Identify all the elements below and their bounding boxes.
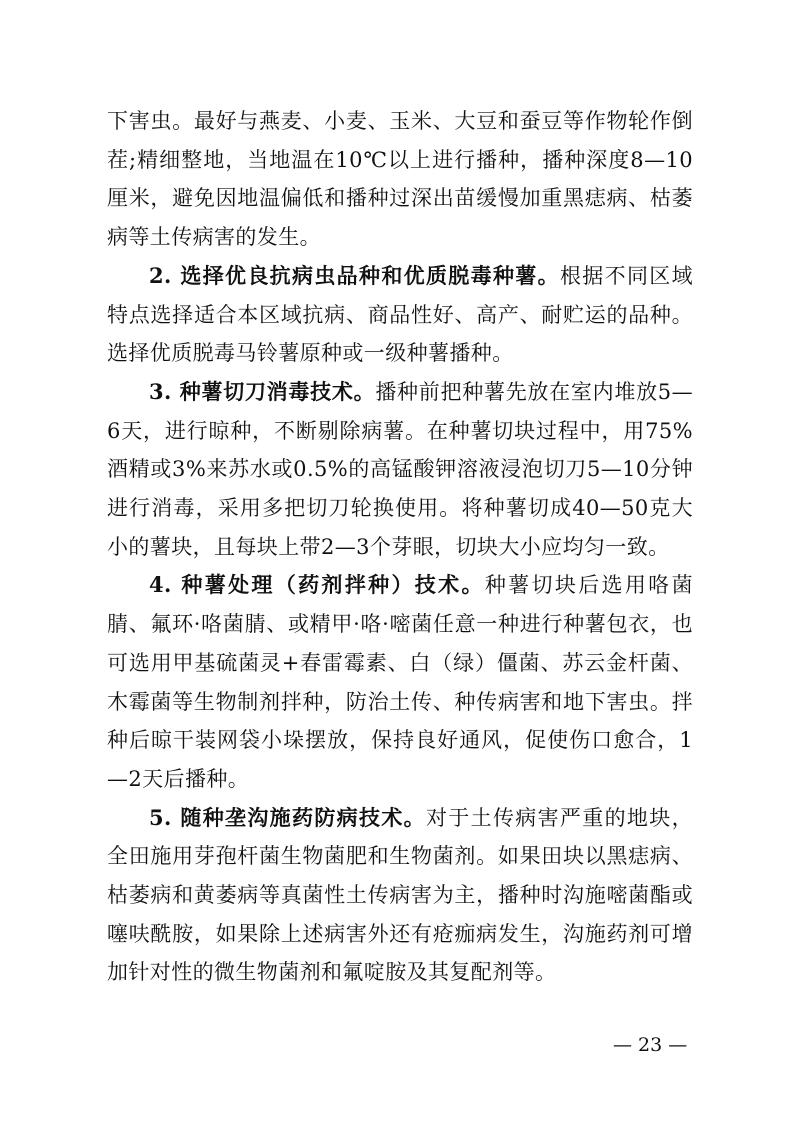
paragraph-furrow-application [107,799,693,993]
paragraph-seed-treatment [107,566,693,798]
paragraph-seed-selection [107,257,693,373]
paragraph-text: 下害虫。最好与燕麦、小麦、玉米、大豆和蚕豆等作物轮作倒茬;精细整地，当地温在10℃以上进行播种，播种深度8—10厘米，避免因地温偏低和播种过深出苗缓慢加重黑痣病、枯萎病等土传病害的发生。 [107,109,693,250]
body-text [107,102,693,992]
paragraph-text: 播种前把种薯先放在室内堆放5—6天，进行晾种，不断剔除病薯。在种薯切块过程中，用75%酒精或3%来苏水或0.5%的高锰酸钾溶液浸泡切刀5—10分钟进行消毒，采用多把切刀轮换使用。将种薯切成40—50克大小的薯块，且每块上带2—3个芽眼，切块大小应均匀一致。 [107,379,693,559]
paragraph-heading: 3. 种薯切刀消毒技术。 [149,378,376,404]
paragraph-heading: 4. 种薯处理（药剂拌种）技术。 [149,572,485,598]
page-number: — 23 — [613,1034,688,1056]
paragraph-text: 种薯切块后选用咯菌腈、氟环·咯菌腈、或精甲·咯·嘧菌任意一种进行种薯包衣，也可选用甲基硫菌灵+春雷霉素、白（绿）僵菌、苏云金杆菌、木霉菌等生物制剂拌种，防治土传、种传病害和地下害虫。拌种后晾干装网袋小垛摆放，保持良好通风，促使伤口愈合，1—2天后播种。 [107,573,693,791]
paragraph-continuation [107,102,693,257]
paragraph-text: 根据不同区域特点选择适合本区域抗病、商品性好、高产、耐贮运的品种。选择优质脱毒马铃薯原种或一级种薯播种。 [107,263,693,366]
paragraph-knife-disinfection [107,373,693,567]
paragraph-text: 对于土传病害严重的地块，全田施用芽孢杆菌生物菌肥和生物菌剂。如果田块以黑痣病、枯萎病和黄萎病等真菌性土传病害为主，播种时沟施嘧菌酯或噻呋酰胺，如果除上述病害外还有疮痂病发生，沟施药剂可增加针对性的微生物菌剂和氟啶胺及其复配剂等。 [107,805,693,985]
paragraph-heading: 5. 随种垄沟施药防病技术。 [149,804,426,830]
paragraph-heading: 2. 选择优良抗病虫品种和优质脱毒种薯。 [149,262,560,288]
